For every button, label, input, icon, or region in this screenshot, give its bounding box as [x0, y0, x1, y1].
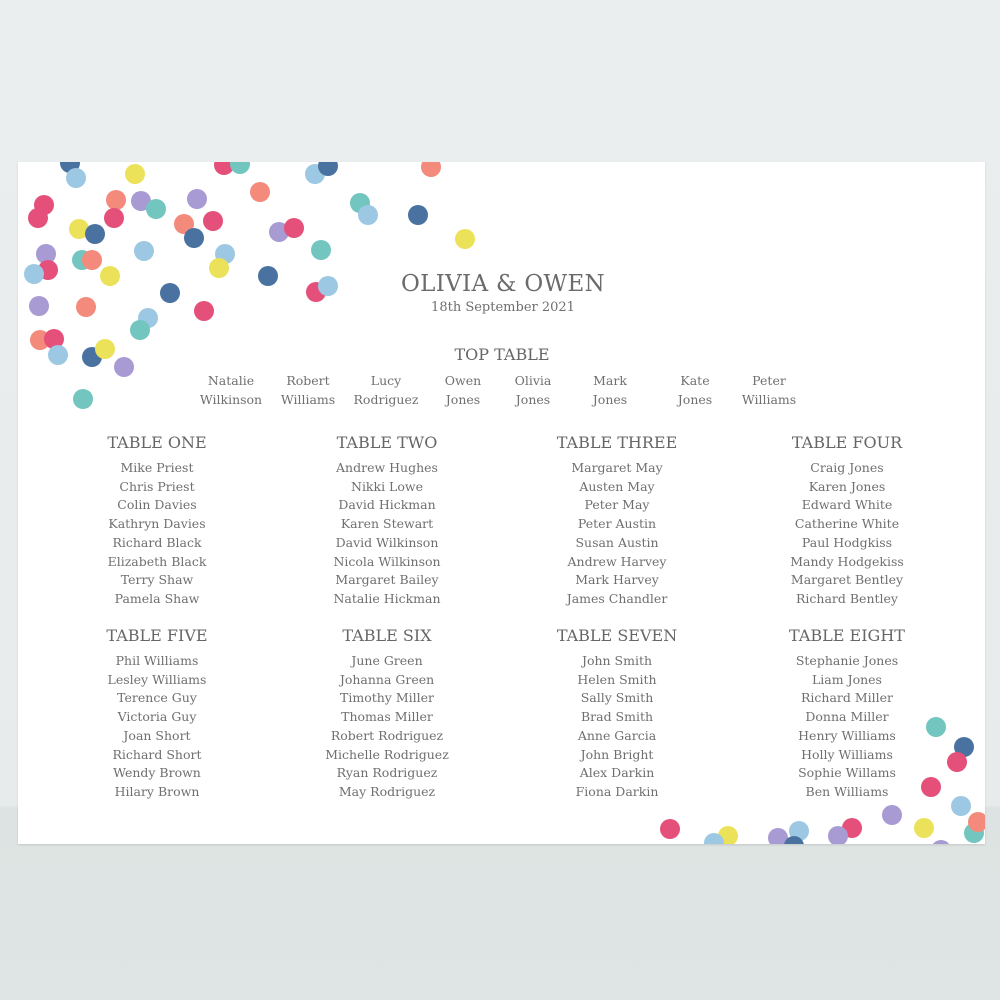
confetti-dot [931, 840, 951, 844]
guest-name: Hilary Brown [114, 783, 200, 799]
confetti-dot [29, 296, 49, 316]
confetti-dot [284, 218, 304, 238]
guest-last-name: Jones [445, 391, 481, 407]
guest-first-name: Owen [444, 373, 482, 388]
guest-name: Sophie Willams [798, 765, 896, 781]
guest-name: Wendy Brown [113, 765, 201, 781]
table-title: TABLE TWO [336, 433, 438, 452]
confetti-dot [184, 228, 204, 248]
confetti-dot [134, 241, 154, 261]
guest-name: Victoria Guy [117, 709, 197, 725]
guest-name: Fiona Darkin [575, 783, 659, 799]
guest-name: Karen Jones [808, 478, 886, 494]
confetti-dot [230, 162, 250, 174]
top-table-guest [445, 372, 481, 409]
confetti-dot [48, 345, 68, 365]
guest-first-name: Peter [752, 373, 786, 388]
guest-last-name: Rodriguez [353, 391, 419, 407]
guest-list [106, 652, 207, 802]
guest-name: John Smith [581, 653, 653, 668]
guest-name: Ben Williams [805, 783, 889, 799]
confetti-dot [160, 283, 180, 303]
guest-name: Karen Stewart [340, 516, 434, 532]
confetti-dot [114, 357, 134, 377]
confetti-dot [106, 190, 126, 210]
table-title: TABLE ONE [107, 433, 207, 452]
guest-last-name: Jones [592, 391, 628, 407]
confetti-dot [82, 250, 102, 270]
confetti-dot [455, 229, 475, 249]
top-table-guest [515, 372, 552, 409]
guest-name: Margaret Bentley [790, 572, 904, 588]
confetti-dot [104, 208, 124, 228]
guest-name: Chris Priest [119, 478, 195, 494]
confetti-dot [921, 777, 941, 797]
confetti-dot [125, 164, 145, 184]
table-block [325, 626, 449, 802]
confetti-dot [85, 224, 105, 244]
guest-name: Mike Priest [120, 460, 194, 475]
confetti-dot [28, 208, 48, 228]
table-block [789, 626, 905, 802]
guest-name: Thomas Miller [341, 709, 433, 725]
confetti-dot [100, 266, 120, 286]
confetti-dot [250, 182, 270, 202]
confetti-dot [768, 828, 788, 844]
confetti-dot [421, 162, 441, 177]
table-title: TABLE THREE [556, 433, 678, 452]
confetti-dot [130, 320, 150, 340]
guest-first-name: Mark [593, 373, 627, 388]
confetti-dot [203, 211, 223, 231]
guest-list [333, 459, 440, 609]
guest-name: Holly Williams [801, 746, 893, 762]
guest-first-name: Natalie [207, 373, 255, 388]
table-title: TABLE SEVEN [556, 626, 678, 645]
guest-name: Andrew Hughes [336, 460, 438, 475]
guest-name: Elizabeth Black [107, 553, 207, 569]
guest-name: Sally Smith [580, 690, 654, 706]
confetti-dot [914, 818, 934, 838]
guest-name: Susan Austin [575, 534, 659, 550]
confetti-dot [194, 301, 214, 321]
guest-name: Richard Short [112, 746, 202, 762]
confetti-dot [209, 258, 229, 278]
guest-name: Alex Darkin [579, 765, 655, 781]
guest-name: Timothy Miller [340, 690, 434, 706]
confetti-dot [951, 796, 971, 816]
guest-first-name: Robert [286, 373, 330, 388]
guest-name: Henry Williams [798, 727, 896, 743]
guest-name: Craig Jones [810, 460, 884, 475]
guest-name: Joan Short [123, 727, 191, 743]
top-table-guest [354, 372, 419, 409]
guest-name: Stephanie Jones [795, 653, 899, 668]
table-title: TABLE FOUR [791, 433, 903, 452]
table-title: TABLE FIVE [106, 626, 208, 645]
confetti-dot [146, 199, 166, 219]
guest-first-name: Kate [680, 373, 710, 388]
confetti-dot [311, 240, 331, 260]
guest-list [107, 459, 206, 609]
guest-last-name: Williams [741, 391, 797, 407]
table-block [557, 433, 678, 609]
top-table-guest [742, 372, 796, 409]
guest-last-name: Williams [280, 391, 336, 407]
guest-name: Robert Rodriguez [330, 727, 444, 743]
confetti-dot [358, 205, 378, 225]
guest-name: May Rodriguez [338, 783, 436, 799]
guest-name: Nikki Lowe [351, 478, 423, 494]
guest-name: Peter May [584, 497, 650, 513]
guest-name: James Chandler [566, 590, 668, 606]
guest-name: Johanna Green [339, 671, 435, 687]
guest-list [557, 652, 677, 802]
guest-name: Ryan Rodriguez [336, 765, 438, 781]
guest-name: June Green [351, 653, 423, 668]
confetti-dot [95, 339, 115, 359]
guest-name: Kathryn Davies [108, 516, 206, 532]
guest-name: Richard Bentley [796, 590, 898, 606]
guest-name: Austen May [579, 478, 655, 494]
guest-name: Richard Miller [800, 690, 894, 706]
guest-name: David Wilkinson [335, 534, 439, 550]
guest-name: Terry Shaw [120, 572, 194, 588]
guest-name: Helen Smith [577, 671, 657, 687]
guest-name: Lesley Williams [107, 671, 207, 687]
confetti-dot [258, 266, 278, 286]
guest-last-name: Wilkinson [199, 391, 263, 407]
confetti-dot [66, 168, 86, 188]
guest-name: John Bright [580, 746, 654, 762]
guest-list [557, 459, 678, 609]
seating-plan-card [18, 162, 985, 844]
guest-name: Edward White [801, 497, 893, 513]
couple-names: OLIVIA & OWEN [401, 271, 605, 297]
guest-name: Anne Garcia [577, 727, 657, 743]
guest-name: Mandy Hodgekiss [790, 553, 904, 569]
guest-name: Colin Davies [117, 497, 197, 513]
guest-name: Margaret Bailey [335, 572, 439, 588]
table-title: TABLE SIX [342, 626, 432, 645]
guest-first-name: Olivia [514, 373, 552, 388]
top-table-guest [200, 372, 262, 409]
confetti-dot [408, 205, 428, 225]
guest-name: Natalie Hickman [333, 590, 441, 606]
guest-name: Margaret May [571, 460, 663, 475]
confetti-dot [73, 389, 93, 409]
guest-last-name: Jones [515, 391, 551, 407]
guest-last-name: Jones [677, 391, 713, 407]
guest-name: Liam Jones [812, 671, 882, 687]
guest-name: David Hickman [338, 497, 436, 513]
confetti-dot [660, 819, 680, 839]
confetti-dot [947, 752, 967, 772]
guest-list [325, 652, 449, 802]
top-table-guest [281, 372, 335, 409]
table-block [790, 433, 904, 609]
guest-first-name: Lucy [370, 373, 402, 388]
table-block [333, 433, 440, 609]
guest-name: Catherine White [794, 516, 900, 532]
table-title: TABLE EIGHT [789, 626, 905, 645]
confetti-dot [318, 276, 338, 296]
top-table-guest [678, 372, 712, 409]
table-block [557, 626, 677, 802]
confetti-dot [24, 264, 44, 284]
guest-name: Pamela Shaw [114, 590, 200, 606]
guest-list [790, 459, 904, 609]
guest-name: Phil Williams [115, 653, 199, 668]
guest-name: Donna Miller [805, 709, 889, 725]
confetti-dot [926, 717, 946, 737]
guest-name: Andrew Harvey [567, 553, 667, 569]
guest-name: Mark Harvey [575, 572, 659, 588]
guest-name: Paul Hodgkiss [801, 534, 893, 550]
top-table-heading: TOP TABLE [454, 345, 550, 364]
confetti-dot [882, 805, 902, 825]
table-block [106, 626, 207, 802]
confetti-dot [187, 189, 207, 209]
wedding-date: 18th September 2021 [431, 300, 575, 315]
guest-name: Terence Guy [117, 690, 197, 706]
guest-name: Peter Austin [577, 516, 657, 532]
guest-name: Brad Smith [580, 709, 654, 725]
confetti-dot [76, 297, 96, 317]
top-table-guest [593, 372, 627, 409]
guest-list [789, 652, 905, 802]
guest-name: Nicola Wilkinson [333, 553, 441, 569]
guest-name: Richard Black [112, 534, 202, 550]
table-block [107, 433, 206, 609]
guest-name: Michelle Rodriguez [325, 746, 449, 762]
